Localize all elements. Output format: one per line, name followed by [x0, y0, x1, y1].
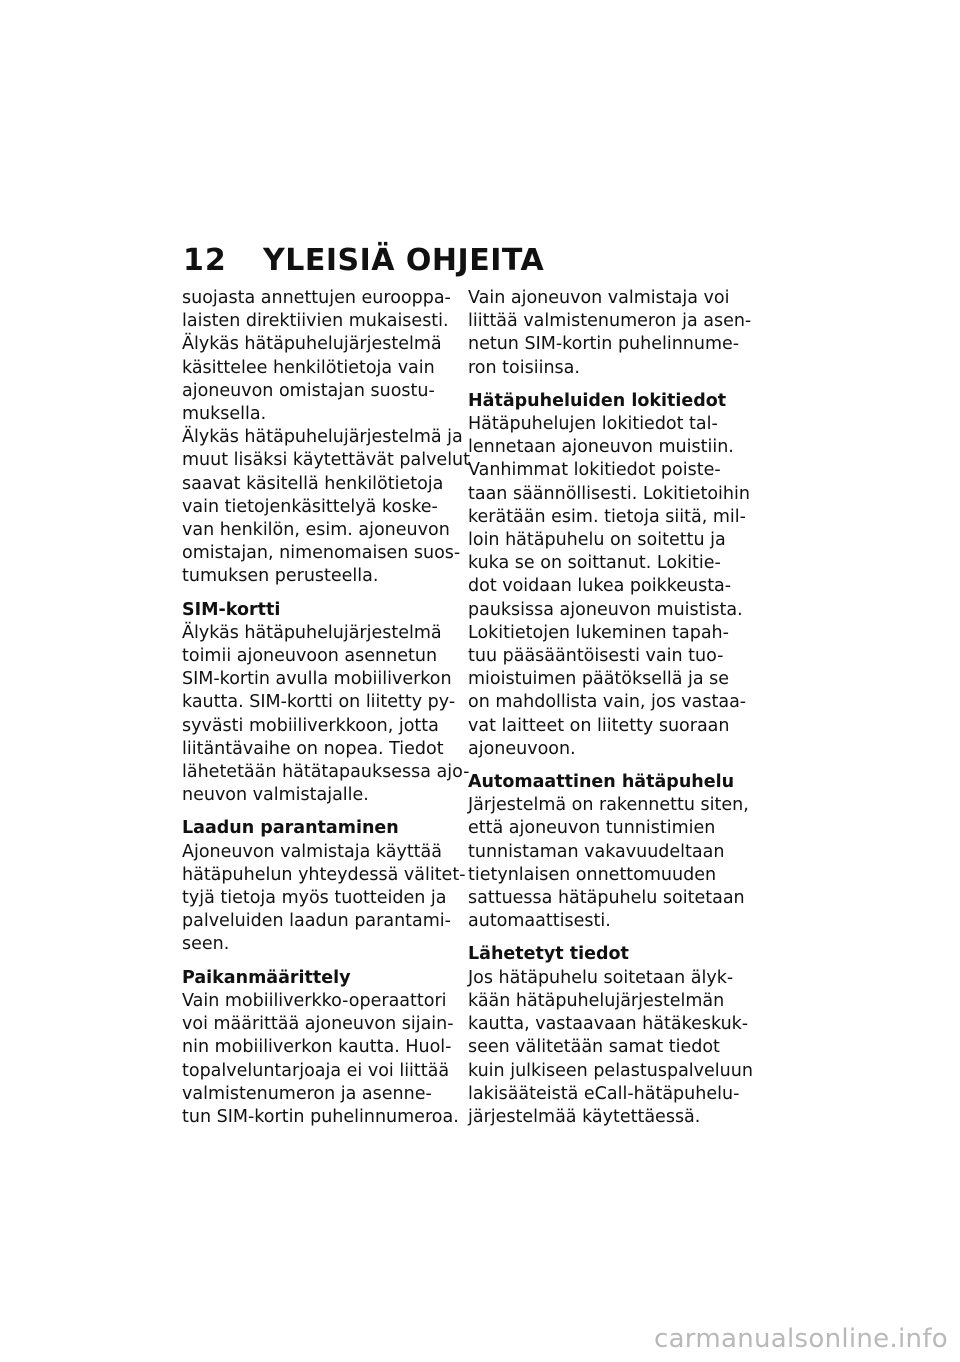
text-line: tunnistaman vakavuudeltaan: [468, 841, 725, 862]
text-line: ron toisiinsa.: [468, 357, 580, 378]
section-heading: Lähetetyt tiedot: [468, 944, 629, 965]
text-line: Järjestelmä on rakennettu siten,: [468, 795, 749, 816]
text-line: neuvon valmistajalle.: [182, 785, 369, 806]
text-line: dot voidaan lukea poikkeusta-: [468, 576, 732, 597]
text-section: [182, 287, 471, 589]
text-line: tyjä tietoja myös tuotteiden ja: [182, 888, 447, 909]
text-line: kautta. SIM-kortti on liitetty py-: [182, 692, 456, 713]
text-section: [468, 287, 752, 380]
section-heading: Automaattinen hätäpuhelu: [468, 772, 735, 793]
text-line: tun SIM-kortin puhelinnumeroa.: [182, 1106, 459, 1127]
text-line: tuu pääsääntöisesti vain tuo-: [468, 646, 724, 667]
section-heading: Laadun parantaminen: [182, 818, 399, 839]
text-section: [468, 390, 750, 761]
text-line: muut lisäksi käytettävät palvelut: [182, 450, 471, 471]
text-line: saavat käsitellä henkilötietoja: [182, 473, 444, 494]
section-heading: SIM-kortti: [182, 599, 281, 620]
text-line: vat laitteet on liitetty suoraan: [468, 715, 730, 736]
chapter-number: 12: [183, 242, 227, 278]
text-line: Älykäs hätäpuhelujärjestelmä ja: [182, 427, 463, 448]
text-line: Lokitietojen lukeminen tapah-: [468, 622, 729, 643]
paragraph: [182, 841, 466, 957]
text-line: Vain ajoneuvon valmistaja voi: [468, 288, 730, 308]
text-line: muksella.: [182, 404, 267, 425]
text-line: järjestelmää käytettäessä.: [468, 1106, 701, 1127]
watermark-text: carmanualsonline.info: [653, 1324, 948, 1354]
text-line: mioistuimen päätöksellä ja se: [468, 669, 730, 690]
text-line: ajoneuvoon.: [468, 738, 576, 759]
paragraph: [468, 413, 750, 761]
text-line: hätäpuhelun yhteydessä välitet-: [182, 864, 466, 885]
right-column: [468, 287, 753, 1139]
text-line: että ajoneuvon tunnistimien: [468, 818, 716, 839]
text-line: laisten direktiivien mukaisesti.: [182, 311, 449, 332]
text-line: toimii ajoneuvoon asennetun: [182, 646, 438, 667]
chapter-title: YLEISIÄ OHJEITA: [263, 242, 545, 278]
text-line: voi määrittää ajoneuvon sijain-: [182, 1014, 454, 1035]
text-line: on mahdollista vain, jos vastaa-: [468, 692, 747, 713]
text-line: valmistenumeron ja asenne-: [182, 1083, 432, 1104]
text-line: lakisääteistä eCall-hätäpuhelu-: [468, 1083, 740, 1104]
paragraph: [182, 287, 471, 589]
text-line: Hätäpuhelujen lokitiedot tal-: [468, 414, 718, 435]
text-line: kautta, vastaavaan hätäkeskuk-: [468, 1014, 749, 1035]
text-line: suojasta annettujen eurooppa-: [182, 288, 451, 308]
paragraph: [182, 622, 470, 808]
text-line: omistajan, nimenomaisen suos-: [182, 543, 461, 564]
text-line: lähetetään hätätapauksessa ajo-: [182, 762, 470, 783]
text-line: seen.: [182, 934, 230, 955]
text-line: kuka se on soittanut. Lokitie-: [468, 553, 721, 574]
text-section: [182, 599, 470, 808]
text-line: netun SIM-kortin puhelinnume-: [468, 334, 740, 355]
text-line: tietynlaisen onnettomuuden: [468, 864, 717, 885]
text-line: lennetaan ajoneuvon muistiin.: [468, 437, 734, 458]
text-line: kuin julkiseen pelastuspalveluun: [468, 1060, 753, 1081]
text-line: kään hätäpuhelujärjestelmän: [468, 990, 725, 1011]
text-section: [182, 817, 466, 956]
text-section: [468, 943, 753, 1129]
text-line: nin mobiiliverkon kautta. Huol-: [182, 1037, 452, 1058]
section-heading: Hätäpuheluiden lokitiedot: [468, 390, 727, 411]
text-line: seen välitetään samat tiedot: [468, 1037, 720, 1058]
section-heading: Paikanmäärittely: [182, 967, 351, 988]
text-section: [182, 967, 459, 1129]
chapter-header: [183, 240, 544, 280]
text-section: [468, 771, 749, 933]
text-line: SIM-kortin avulla mobiiliverkon: [182, 669, 452, 690]
text-line: Vain mobiiliverkko-operaattori: [182, 990, 447, 1011]
left-column: [182, 287, 471, 1139]
text-line: vain tietojenkäsittelyä koske-: [182, 496, 438, 517]
text-line: automaattisesti.: [468, 911, 611, 932]
text-line: taan säännöllisesti. Lokitietoihin: [468, 483, 750, 504]
text-line: loin hätäpuhelu on soitettu ja: [468, 530, 726, 551]
paragraph: [468, 287, 752, 380]
text-line: ajoneuvon omistajan suostu-: [182, 380, 435, 401]
text-line: Älykäs hätäpuhelujärjestelmä: [182, 334, 442, 355]
text-line: Vanhimmat lokitiedot poiste-: [468, 460, 721, 481]
text-line: pauksissa ajoneuvon muistista.: [468, 599, 743, 620]
text-line: liittää valmistenumeron ja asen-: [468, 311, 752, 332]
text-line: käsittelee henkilötietoja vain: [182, 357, 435, 378]
text-line: tumuksen perusteella.: [182, 566, 379, 587]
paragraph: [468, 794, 749, 933]
paragraph: [182, 990, 459, 1129]
text-line: sattuessa hätäpuhelu soitetaan: [468, 888, 745, 909]
text-line: van henkilön, esim. ajoneuvon: [182, 520, 450, 541]
text-line: Ajoneuvon valmistaja käyttää: [182, 841, 442, 862]
text-line: palveluiden laadun parantami-: [182, 911, 451, 932]
text-line: Jos hätäpuhelu soitetaan älyk-: [468, 967, 734, 988]
paragraph: [468, 967, 753, 1129]
text-line: kerätään esim. tietoja siitä, mil-: [468, 506, 746, 527]
text-line: Älykäs hätäpuhelujärjestelmä: [182, 622, 442, 643]
text-line: liitäntävaihe on nopea. Tiedot: [182, 738, 444, 759]
text-line: topalveluntarjoaja ei voi liittää: [182, 1060, 450, 1081]
text-line: syvästi mobiiliverkkoon, jotta: [182, 715, 439, 736]
